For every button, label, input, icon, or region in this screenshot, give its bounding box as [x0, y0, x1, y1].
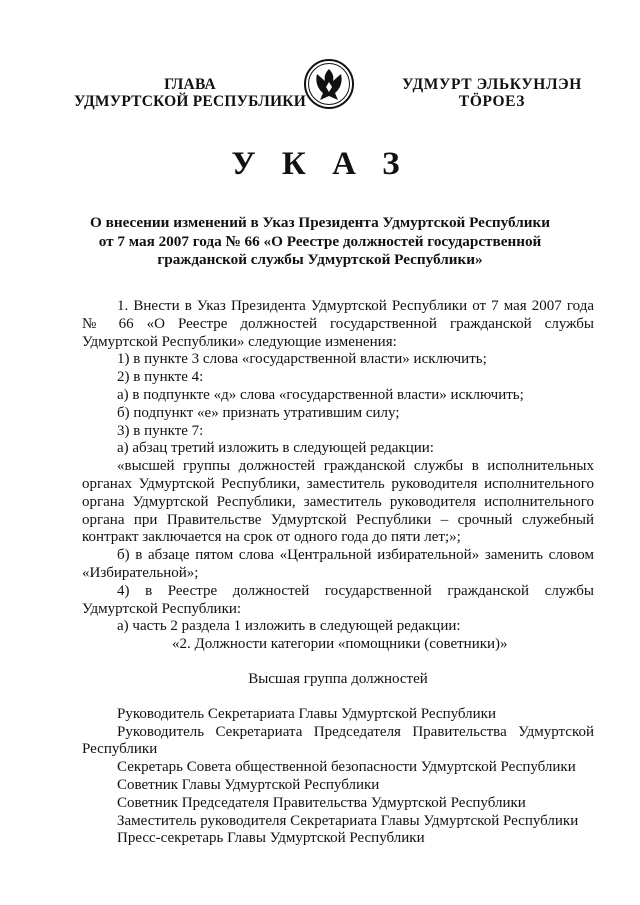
- position-item: Секретарь Совета общественной безопасности Удмуртской Республики: [117, 759, 576, 776]
- paragraph: «2. Должности категории «помощники (советники)»: [172, 636, 508, 653]
- paragraph: а) абзац третий изложить в следующей редакции:: [117, 440, 434, 457]
- paragraph: б) в абзаце пятом слова «Центральной избирательной» заменить словом «Избирательной»;: [82, 547, 594, 581]
- paragraph: 1) в пункте 3 слова «государственной власти» исключить;: [117, 351, 487, 368]
- group-heading: Высшая группа должностей: [248, 670, 428, 687]
- subtitle-line2: от 7 мая 2007 года № 66 «О Реестре должностей государственной: [98, 232, 542, 250]
- paragraph: б) подпункт «е» признать утратившим силу;: [117, 404, 400, 421]
- subtitle-line1: О внесении изменений в Указ Президента Удмуртской Республики: [90, 214, 550, 231]
- paragraph: а) в подпункте «д» слова «государственной власти» исключить;: [117, 386, 524, 403]
- position-item: Советник Председателя Правительства Удмуртской Республики: [117, 794, 526, 811]
- issuer-title-line1: ГЛАВА: [164, 76, 216, 93]
- position-item: Заместитель руководителя Секретариата Главы Удмуртской Республики: [117, 812, 579, 829]
- paragraph: 3) в пункте 7:: [117, 422, 204, 439]
- document-title: У К А З: [231, 146, 409, 182]
- subtitle-line3: гражданской службы Удмуртской Республики»: [157, 251, 483, 268]
- position-item: Руководитель Секретариата Главы Удмуртской Республики: [117, 705, 496, 722]
- issuer-title-russian: [70, 76, 310, 110]
- paragraph: «высшей группы должностей гражданской службы в исполнительных органах Удмуртской Республики, заместитель руководителя исполнительного органа Удмуртской Республики, заместитель руководителя исполнительного органа при Правительстве Удмуртской Республики – срочный служебный контракт заключается на срок от одного года до пяти лет;»;: [82, 458, 594, 546]
- issuer-title-udmurt: [392, 76, 592, 110]
- paragraph: а) часть 2 раздела 1 изложить в следующей редакции:: [117, 618, 461, 635]
- position-item: Пресс-секретарь Главы Удмуртской Республики: [117, 830, 425, 847]
- document-body: [82, 298, 594, 848]
- paragraph: 2) в пункте 4:: [117, 369, 204, 386]
- issuer-title-line2: УДМУРТСКОЙ РЕСПУБЛИКИ: [74, 93, 306, 110]
- position-item: Руководитель Секретариата Председателя Правительства Удмуртской Республики: [82, 723, 594, 758]
- position-item: Советник Главы Удмуртской Республики: [117, 776, 380, 793]
- issuer-title-udmurt-line1: УДМУРТ ЭЛЬКУНЛЭН: [402, 76, 582, 93]
- document-subtitle: [80, 214, 560, 270]
- issuer-title-udmurt-line2: ТÖРОЕЗ: [458, 93, 526, 110]
- udmurt-coat-of-arms-icon: [303, 58, 355, 110]
- paragraph: 4) в Реестре должностей государственной гражданской службы Удмуртской Республики:: [82, 582, 594, 617]
- paragraph: 1. Внести в Указ Президента Удмуртской Республики от 7 мая 2007 года № 66 «О Реестре должностей государственной гражданской службы Удмуртской Республики» следующие изменения:: [82, 298, 594, 350]
